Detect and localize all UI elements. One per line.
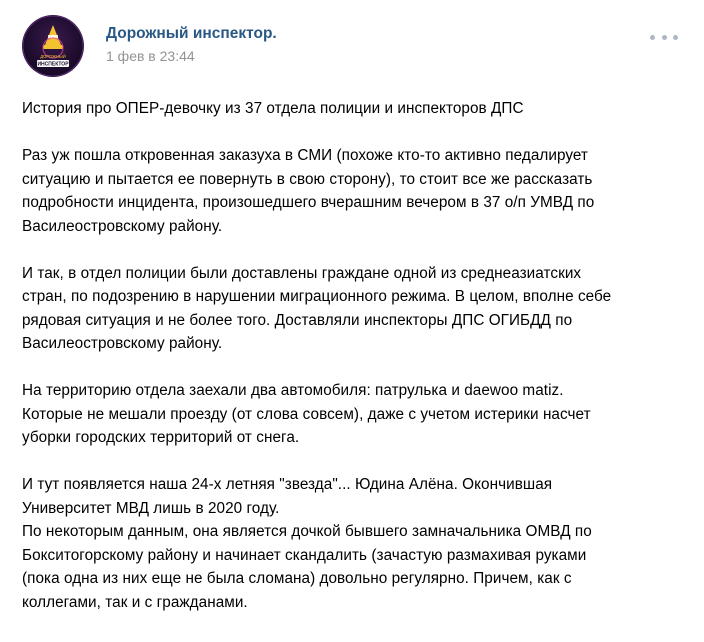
more-dots-icon (650, 35, 655, 40)
post-header (22, 15, 277, 77)
avatar-text-top: ДОРОЖНЫЙ (40, 54, 66, 59)
avatar[interactable] (22, 15, 84, 77)
post-paragraph: И тут появляется наша 24-х летняя "звезда"... Юдина Алёна. Окончившая Университет МВД лишь в 2020 году. По некоторым данным, она является дочкой бывшего замначальника ОМВД по Бокситогорскому району и начинает скандалить (зачастую размахивая руками (пока одна из них еще не была сломана) довольно регулярно. Причем, как с коллегами, так и с гражданами. (22, 476, 592, 611)
author-block (106, 15, 277, 77)
post-paragraph: Раз уж пошла откровенная заказуха в СМИ (похоже кто-то активно педалирует ситуацию и пытается ее повернуть в свою сторону), то стоит все же рассказать подробности инцидента, произошедшего вчерашним вечером в 37 о/п УМВД по Василеостровскому району. (22, 147, 595, 235)
more-options-button[interactable] (650, 30, 678, 44)
post-text (22, 97, 690, 638)
more-dots-icon (673, 35, 678, 40)
post-paragraph: История про ОПЕР-девочку из 37 отдела полиции и инспекторов ДПС (22, 100, 524, 117)
author-name-link[interactable]: Дорожный инспектор. (106, 24, 277, 42)
avatar-text-bottom: ИНСПЕКТОР (37, 61, 69, 68)
post-paragraph: И так, в отдел полиции были доставлены граждане одной из среднеазиатских стран, по подозрению в нарушении миграционного режима. В целом, вполне себе рядовая ситуация и не более того. Доставляли инспекторы ДПС ОГИБДД по Василеостровскому району. (22, 264, 612, 352)
post-date-link[interactable]: 1 фев в 23:44 (106, 47, 195, 64)
road-inspector-logo-icon (22, 15, 84, 77)
more-dots-icon (662, 35, 667, 40)
post-paragraph: На территорию отдела заехали два автомобиля: патрулька и daewoo matiz. Которые не мешали проезду (от слова совсем), даже с учетом истерики насчет уборки городских территорий от снега. (22, 382, 591, 446)
